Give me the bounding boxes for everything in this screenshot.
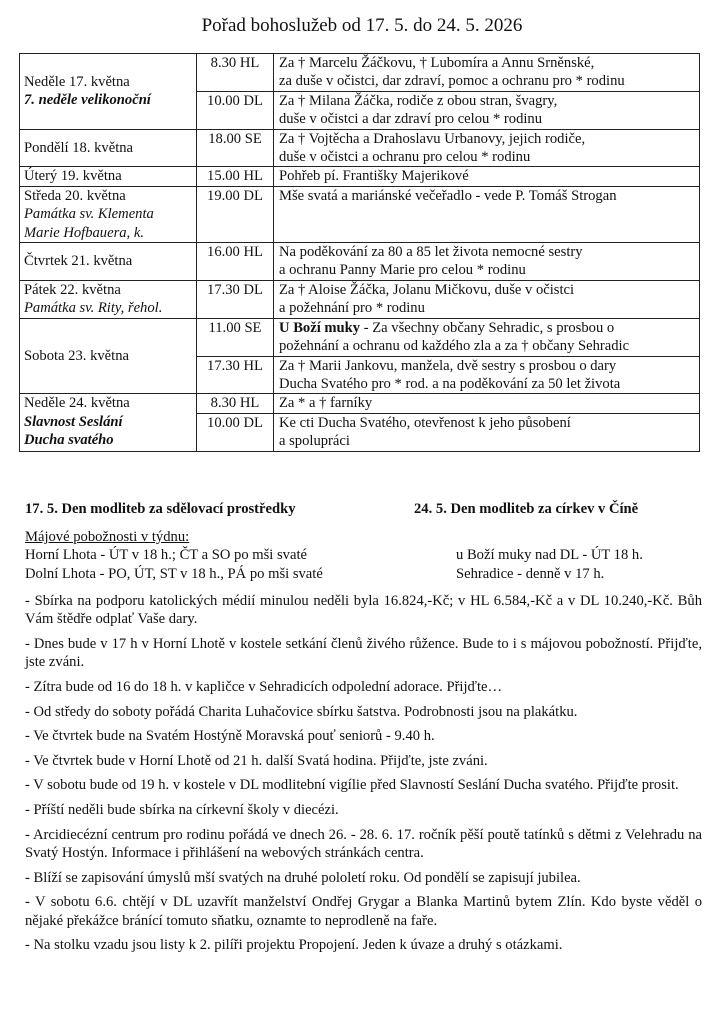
day-cell: [20, 129, 197, 167]
intention-line: a požehnání pro * rodinu: [279, 300, 425, 317]
day-cell: [20, 280, 197, 318]
time-cell: 17.30 DL: [197, 280, 274, 318]
intention-line: duše v očistci a dar zdraví pro celou * rodinu: [279, 111, 543, 128]
feast-label: Marie Hofbauera, k.: [24, 224, 144, 241]
feast-label: Ducha svatého: [24, 432, 114, 449]
devotion-text: Horní Lhota - ÚT v 18 h.; ČT a SO po mši svaté: [25, 547, 307, 564]
intention-line: Za † Aloise Žáčka, Jolanu Mičkovu, duše v očistci: [279, 281, 575, 298]
intention-cell: [274, 394, 700, 413]
page-title: Pořad bohoslužeb od 17. 5. do 24. 5. 2026: [201, 15, 523, 36]
day-label: Čtvrtek 21. května: [24, 253, 133, 270]
announcement-item: - Ve čtvrtek bude na Svatém Hostýně Moravská pouť seniorů - 9.40 h.: [25, 728, 435, 745]
intention-line: a spolupráci: [279, 433, 350, 450]
table-row: [20, 186, 700, 242]
table-row: [20, 129, 700, 167]
intention-cell: [274, 356, 700, 394]
time-cell: 8.30 HL: [197, 54, 274, 92]
day-label: Pondělí 18. května: [24, 139, 134, 156]
prayer-day-heading: 17. 5. Den modliteb za sdělovací prostředky: [25, 501, 296, 517]
intention-text: - Za všechny občany Sehradic, s prosbou o: [360, 319, 615, 336]
time-cell: 8.30 HL: [197, 394, 274, 413]
time-cell: 10.00 DL: [197, 91, 274, 129]
day-label: Úterý 19. května: [24, 168, 122, 185]
intention-cell: [274, 91, 700, 129]
day-cell: [20, 243, 197, 281]
prayer-day-heading: 24. 5. Den modliteb za církev v Číně: [414, 501, 639, 517]
intention-line: za duše v očistci, dar zdraví, pomoc a ochranu pro * rodinu: [279, 73, 625, 90]
mass-schedule-table: [19, 53, 700, 452]
day-label: Pátek 22. května: [24, 281, 121, 298]
announcement-item: - Ve čtvrtek bude v Horní Lhotě od 21 h. další Svatá hodina. Přijďte, jste zváni.: [25, 752, 488, 769]
intention-cell: [274, 318, 700, 356]
feast-label: Památka sv. Rity, řehol.: [24, 300, 163, 317]
day-label: Sobota 23. května: [24, 347, 129, 364]
intention-cell: [274, 413, 700, 451]
intention-cell: [274, 280, 700, 318]
day-label: Neděle 17. května: [24, 73, 130, 90]
section-title: Májové pobožnosti v týdnu:: [25, 529, 190, 545]
announcement-item: - Dnes bude v 17 h v Horní Lhotě v kostele setkání členů živého růžence. Bude to i s májovou pobožností. Přijďte, jste zváni.: [25, 636, 702, 671]
intention-line: [279, 319, 699, 337]
intention-cell: [274, 186, 700, 242]
intention-line: duše v očistci a ochranu pro celou * rodinu: [279, 149, 531, 166]
devotion-row: [25, 546, 700, 564]
table-row: [20, 167, 700, 186]
feast-label: 7. neděle velikonoční: [24, 92, 151, 109]
time-cell: 10.00 DL: [197, 413, 274, 451]
day-cell: [20, 318, 197, 394]
table-row: [20, 394, 700, 413]
intention-line: Ke cti Ducha Svatého, otevřenost k jeho působení: [279, 414, 571, 431]
intention-line: a ochranu Panny Marie pro celou * rodinu: [279, 262, 526, 279]
intention-line: Za † Milana Žáčka, rodiče z obou stran, švagry,: [279, 92, 558, 109]
intention-line: Na poděkování za 80 a 85 let života nemocné sestry: [279, 244, 583, 261]
intention-line: Mše svatá a mariánské večeřadlo - vede P. Tomáš Strogan: [279, 187, 617, 204]
time-cell: 15.00 HL: [197, 167, 274, 186]
time-cell: 11.00 SE: [197, 318, 274, 356]
day-cell: [20, 394, 197, 451]
day-cell: [20, 186, 197, 242]
announcement-item: - Od středy do soboty pořádá Charita Luhačovice sbírku šatstva. Podrobnosti jsou na plakátku.: [25, 703, 578, 720]
announcements: [25, 592, 702, 955]
announcement-item: - Sbírka na podporu katolických médií minulou neděli byla 16.824,-Kč; v HL 6.584,-Kč a v DL 10.240,-Kč. Bůh Vám štědře odplať Vaše dary.: [25, 593, 702, 628]
devotion-text: u Boží muky nad DL - ÚT 18 h.: [456, 547, 643, 564]
table-row: [20, 318, 700, 356]
day-cell: [20, 167, 197, 186]
time-cell: 16.00 HL: [197, 243, 274, 281]
intention-line: požehnání a ochranu od každého zla a za † občany Sehradic: [279, 338, 630, 355]
intention-line: Pohřeb pí. Františky Majerikové: [279, 168, 469, 185]
feast-label: Památka sv. Klementa: [24, 206, 154, 223]
devotion-text: Dolní Lhota - PO, ÚT, ST v 18 h., PÁ po mši svaté: [25, 565, 323, 582]
announcement-item: - Blíží se zapisování úmyslů mší svatých na druhé pololetí roku. Od pondělí se zapisují jubilea.: [25, 869, 581, 886]
intention-cell: [274, 243, 700, 281]
announcement-item: - Příští neděli bude sbírka na církevní školy v diecézi.: [25, 801, 339, 818]
table-row: [20, 243, 700, 281]
intention-line: Za * a † farníky: [279, 395, 373, 412]
intention-line: Za † Vojtěcha a Drahoslavu Urbanovy, jejich rodiče,: [279, 130, 586, 147]
devotion-row: [25, 565, 700, 583]
intention-cell: [274, 54, 700, 92]
time-cell: 17.30 HL: [197, 356, 274, 394]
table-row: [20, 280, 700, 318]
announcement-item: - V sobotu 6.6. chtějí v DL uzavřít manželství Ondřej Grygar a Blanka Martinů bytem Zlín. Kdo byste věděl o nějaké překážce bránící tomuto sňatku, oznamte to neprodleně na faře.: [25, 894, 702, 929]
prayer-days-headings: [25, 500, 700, 518]
intention-line: Za † Marcelu Žáčkovu, † Lubomíra a Annu Srněnské,: [279, 55, 595, 71]
devotion-text: Sehradice - denně v 17 h.: [456, 565, 605, 582]
day-label: Středa 20. května: [24, 187, 126, 204]
announcement-item: - V sobotu bude od 19 h. v kostele v DL modlitební vigílie před Slavností Seslání Ducha svatého. Přijďte prosit.: [25, 777, 679, 794]
announcement-item: - Arcidiecézní centrum pro rodinu pořádá ve dnech 26. - 28. 6. 17. ročník pěší poutě tatínků s dětmi z Velehradu na Svatý Hostýn. Informace i přihlášení na webových stránkách centra.: [25, 826, 702, 861]
intention-line: Za † Marii Jankovu, manžela, dvě sestry s prosbou o dary: [279, 357, 617, 374]
intention-cell: [274, 167, 700, 186]
day-cell: [20, 54, 197, 130]
day-label: Neděle 24. května: [24, 395, 130, 412]
may-devotions: [25, 528, 700, 583]
time-cell: 19.00 DL: [197, 186, 274, 242]
time-cell: 18.00 SE: [197, 129, 274, 167]
announcement-item: - Zítra bude od 16 do 18 h. v kapličce v Sehradicích odpolední adorace. Přijďte…: [25, 679, 503, 695]
feast-label: Slavnost Seslání: [24, 413, 123, 430]
announcement-item: - Na stolku vzadu jsou listy k 2. pilíři projektu Propojení. Jeden k úvaze a druhý s otázkami.: [25, 937, 563, 954]
intention-cell: [274, 129, 700, 167]
location-label: U Boží muky: [279, 319, 361, 336]
table-row: [20, 54, 700, 92]
intention-line: Ducha Svatého pro * rod. a na poděkování za 50 let života: [279, 375, 621, 392]
